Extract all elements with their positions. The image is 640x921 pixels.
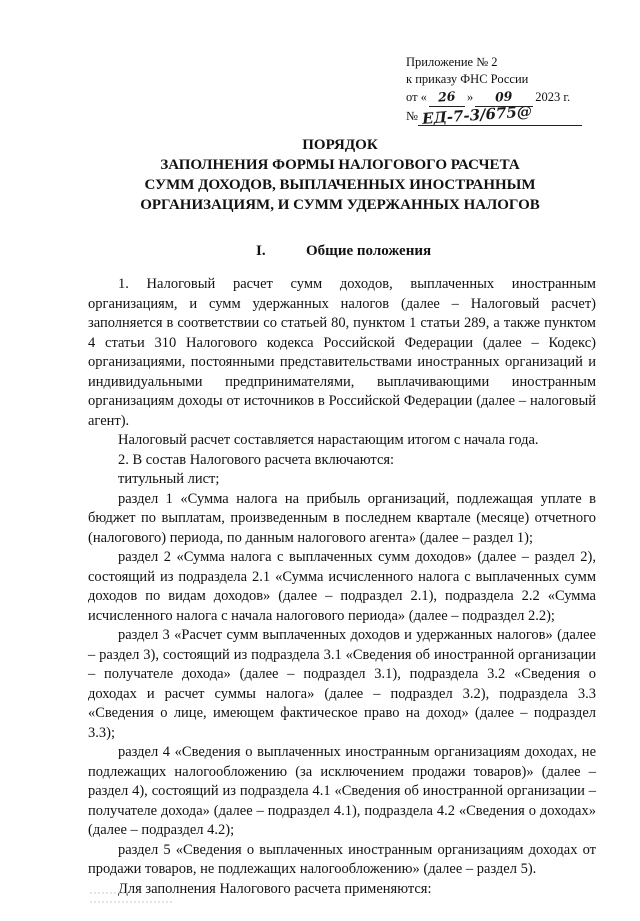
title-line-4: ОРГАНИЗАЦИЯМ, И СУММ УДЕРЖАННЫХ НАЛОГОВ — [140, 197, 540, 213]
number-field — [418, 102, 582, 128]
paragraph: раздел 5 «Сведения о выплаченных иностранным организациям доходах от продажи товаров, не подлежащих налогообложению» (далее – раздел 5). — [88, 841, 596, 877]
paragraph: раздел 2 «Сумма налога с выплаченных сумм доходов» (далее – раздел 2), состоящий из подраздела 2.1 «Сумма исчисленного налога с выплаченных сумм доходов по видам доходов» (далее – подраздел 2.1), подраздела 2.2 «Сумма исчисленного налога с начала налогового периода» (далее – подраздел 2.2); — [88, 549, 596, 624]
paragraph: 2. В состав Налогового расчета включаются: — [118, 451, 395, 468]
number-handwritten: ЕД-7-3/675@ — [421, 102, 533, 128]
appendix-line-1: Приложение № 2 — [406, 55, 498, 69]
appendix-line-2: к приказу ФНС России — [406, 72, 529, 86]
paragraph: титульный лист; — [118, 471, 220, 487]
document-title — [60, 135, 620, 215]
document-body — [88, 275, 596, 899]
paragraph: 1. Налоговый расчет сумм доходов, выплаченных иностранным организациям, и сумм удержанных налогов (далее – Налоговый расчет) заполняется в соответствии со статьей 80, пунктом 1 статьи 289, а также пунктом 4 статьи 310 Налогового кодекса Российской Федерации (далее – Кодекс) организациями, постоянными представительствами иностранных организаций и индивидуальными предпринимателями, выплачивающими иностранным организациям доходы от источников в Российской Федерации (далее – налоговый агент). — [88, 276, 596, 429]
paragraph: Для заполнения Налогового расчета применяются: — [118, 880, 432, 897]
paragraph: Налоговый расчет составляется нарастающим итогом с начала года. — [118, 432, 539, 448]
title-line-3: СУММ ДОХОДОВ, ВЫПЛАЧЕННЫХ ИНОСТРАННЫМ — [144, 177, 536, 193]
paragraph: раздел 1 «Сумма налога на прибыль организаций, подлежащая уплате в бюджет по выплатам, произведенным в последнем квартале (месяце) отчетного (налогового) периода, по данным налогового агента» (далее – раздел 1); — [88, 490, 596, 546]
number-prefix: № — [406, 109, 418, 123]
date-prefix: от « — [406, 90, 427, 104]
appendix-number — [406, 102, 606, 128]
title-line-1: ПОРЯДОК — [302, 137, 378, 153]
paragraph: раздел 4 «Сведения о выплаченных иностранным организациям доходах, не подлежащих налогообложению (за исключением продажи товаров)» (далее – раздел 4), состоящий из подраздела 4.1 «Сведения об иностранной организации – получателе дохода» (далее – подраздел 4.1), подраздела 4.2 «Сведения о доходах» (далее – подраздел 4.2); — [88, 744, 596, 838]
date-mid: » — [466, 90, 474, 104]
date-day-handwritten: 26 — [437, 88, 457, 105]
stamp-scribble-icon — [88, 888, 178, 908]
date-month-handwritten: 09 — [494, 88, 514, 105]
date-day-field — [429, 88, 465, 107]
faint-stamp-watermark — [88, 888, 178, 911]
appendix-block — [406, 54, 606, 126]
paragraph: раздел 3 «Расчет сумм выплаченных доходов и удержанных налогов» (далее – раздел 3), состоящий из подраздела 3.1 «Сведения об иностранной организации – получателе дохода» (далее – подраздел 3.1), подраздела 3.2 «Сведения о доходах и расчет суммы налога» (далее – подраздел 3.2), подраздела 3.3 «Сведения о лице, имеющем фактическое право на доход» (далее – подраздел 3.3); — [88, 627, 596, 741]
date-year: 2023 г. — [535, 90, 571, 104]
title-line-2: ЗАПОЛНЕНИЯ ФОРМЫ НАЛОГОВОГО РАСЧЕТА — [160, 157, 520, 173]
section-number: I. — [256, 243, 266, 259]
section-title: Общие положения — [306, 243, 432, 259]
